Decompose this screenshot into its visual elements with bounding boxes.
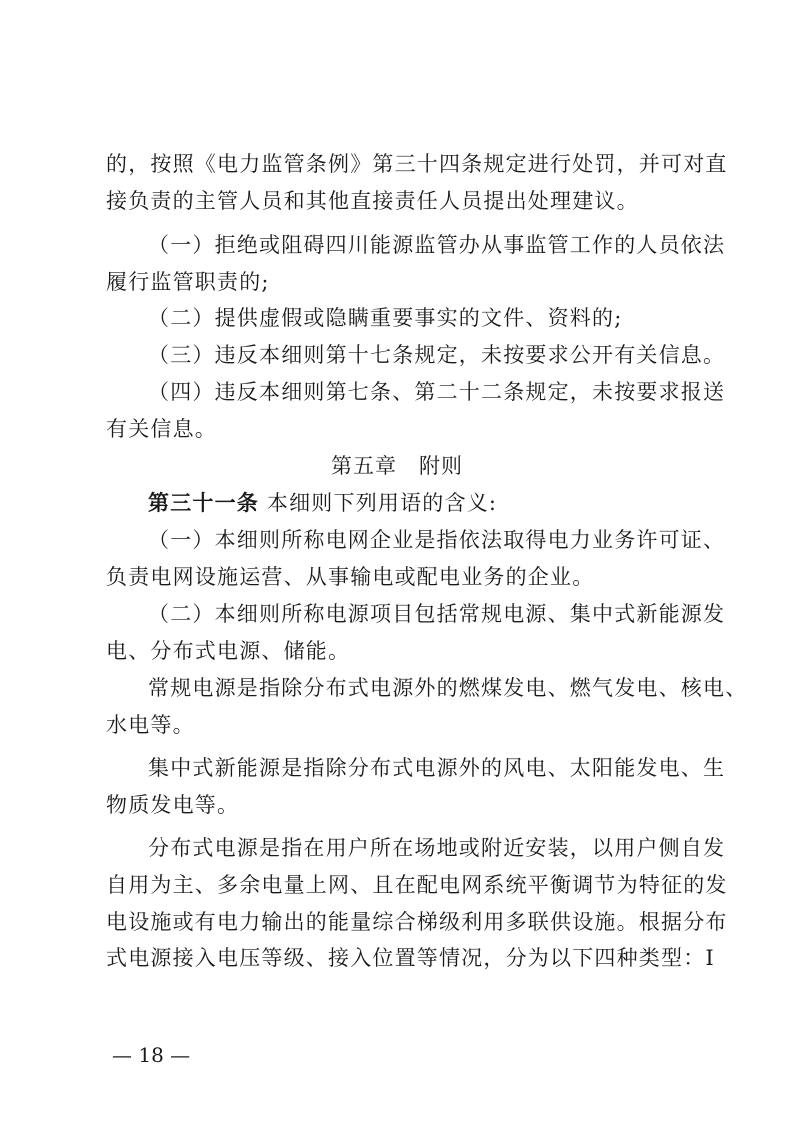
paragraph-line: 负责电网设施运营、从事输电或配电业务的企业。 <box>106 565 595 589</box>
paragraph-line: 集中式新能源是指除分布式电源外的风电、太阳能发电、生 <box>148 756 726 780</box>
paragraph-line: （二）本细则所称电源项目包括常规电源、集中式新能源发 <box>148 602 726 626</box>
paragraph-line: 的，按照《电力监管条例》第三十四条规定进行处罚，并可对直 <box>106 152 728 176</box>
paragraph-line: 电、分布式电源、储能。 <box>106 639 351 663</box>
paragraph-line: （一）本细则所称电网企业是指依法取得电力业务许可证、 <box>148 528 726 552</box>
article-label: 第三十一条 <box>148 491 259 515</box>
paragraph-line: （三）违反本细则第十七条规定，未按要求公开有关信息。 <box>148 343 726 367</box>
article-line <box>148 489 696 517</box>
paragraph-line: 水电等。 <box>106 713 195 737</box>
paragraph-line: （四）违反本细则第七条、第二十二条规定，未按要求报送 <box>148 380 726 404</box>
article-text: 本细则下列用语的含义: <box>266 491 498 515</box>
paragraph-line: 有关信息。 <box>106 417 217 441</box>
paragraph-line: 常规电源是指除分布式电源外的燃煤发电、燃气发电、核电、 <box>148 676 748 700</box>
paragraph-line: 电设施或有电力输出的能量综合梯级利用多联供设施。根据分布 <box>106 910 728 934</box>
paragraph-line: 接负责的主管人员和其他直接责任人员提出处理建议。 <box>106 189 639 213</box>
chapter-heading <box>0 452 794 480</box>
chapter-number: 第五章 <box>331 454 397 478</box>
paragraph-line: （二）提供虚假或隐瞒重要事实的文件、资料的; <box>148 306 623 330</box>
paragraph-line: 分布式电源是指在用户所在场地或附近安装，以用户侧自发 <box>148 836 726 860</box>
paragraph-line: 式电源接入电压等级、接入位置等情况，分为以下四种类型：I <box>106 946 715 970</box>
paragraph-line: 履行监管职责的; <box>106 270 270 294</box>
paragraph-line: 物质发电等。 <box>106 793 240 817</box>
chapter-title: 附则 <box>419 454 463 478</box>
paragraph-line: （一）拒绝或阻碍四川能源监管办从事监管工作的人员依法 <box>148 233 726 257</box>
page-number: — 18 — <box>112 1043 191 1067</box>
paragraph-line: 自用为主、多余电量上网、且在配电网系统平衡调节为特征的发 <box>106 873 728 897</box>
